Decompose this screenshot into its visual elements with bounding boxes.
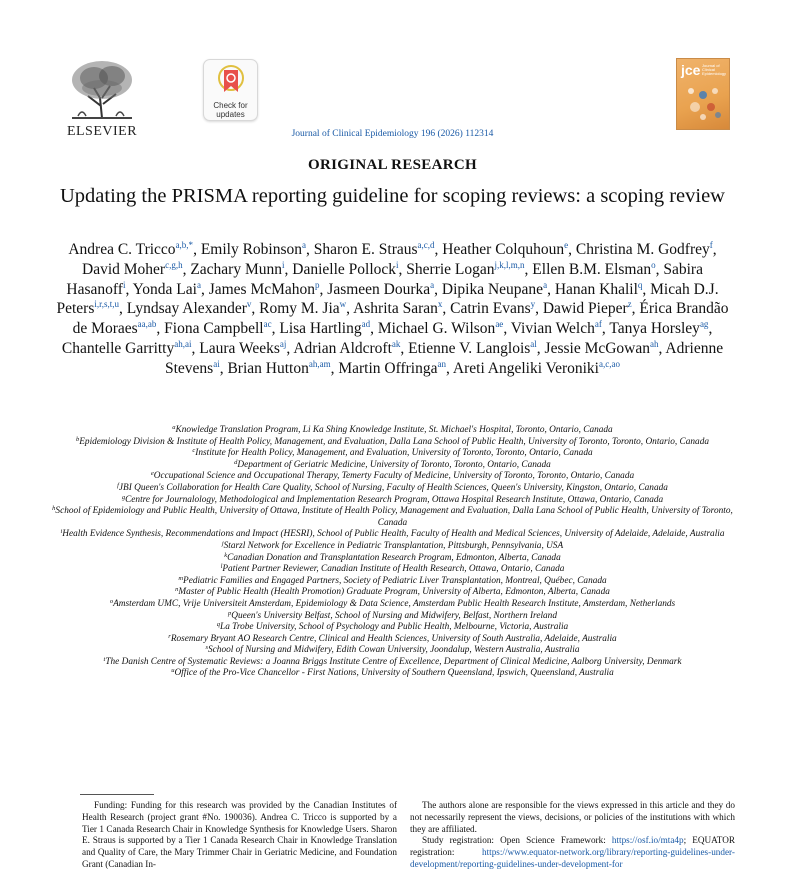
affiliation xyxy=(40,541,745,553)
affiliation-marker: s xyxy=(205,644,209,652)
study-registration xyxy=(410,835,735,870)
affiliation xyxy=(40,657,745,669)
author[interactable] xyxy=(543,300,632,317)
affiliation-marker: o xyxy=(109,597,114,605)
author-name: Brian Hutton xyxy=(227,359,309,377)
author-affiliation-marker[interactable]: x xyxy=(437,299,443,310)
author-name: Areti Angeliki Veroniki xyxy=(452,359,599,377)
author-affiliation-marker[interactable]: ac xyxy=(263,319,272,330)
author-affiliation-marker[interactable]: c,g,h xyxy=(165,259,183,270)
bookmark-icon xyxy=(218,65,244,95)
author-affiliation-marker[interactable]: af xyxy=(594,319,602,330)
author-name: Sharon E. Straus xyxy=(313,241,418,258)
affiliation-marker: c xyxy=(192,447,196,455)
author[interactable] xyxy=(292,261,398,278)
author[interactable] xyxy=(442,241,568,258)
author-affiliation-marker[interactable]: q xyxy=(637,279,643,290)
author-affiliation-marker[interactable]: ai xyxy=(213,358,220,369)
author[interactable] xyxy=(62,340,192,357)
author[interactable] xyxy=(453,360,620,377)
author[interactable] xyxy=(532,261,655,278)
author-affiliation-marker[interactable]: v xyxy=(246,299,252,310)
author-affiliation-marker[interactable]: ad xyxy=(361,319,371,330)
author-name: Adrian Aldcroft xyxy=(293,339,392,357)
author-affiliation-marker[interactable]: ah,ai xyxy=(174,338,192,349)
author-affiliation-marker[interactable]: a,b,* xyxy=(175,240,194,250)
cover-subtitle: Journal of Clinical Epidemiology xyxy=(702,63,727,76)
check-for-updates-button[interactable] xyxy=(203,59,258,121)
affiliation-text: Queen's University Belfast, School of Nursing and Midwifery, Belfast, Northern Ireland xyxy=(231,610,557,621)
affiliation-text: Occupational Science and Occupational Therapy, Temerty Faculty of Medicine, University of Toronto, Toronto, Ontario, Canada xyxy=(153,471,635,482)
author[interactable] xyxy=(353,300,442,317)
author-name: Adrienne Stevens xyxy=(165,339,724,377)
journal-cover[interactable] xyxy=(676,58,730,130)
author-affiliation-marker[interactable]: ah xyxy=(650,338,659,349)
affiliation-text: School of Epidemiology and Public Health, University of Ottawa, Institute of Health Policy, Management and Evaluation, Dalla Lana School of Public Health, University of Toronto, Canada xyxy=(55,506,733,528)
author-name: Danielle Pollock xyxy=(292,260,397,278)
author-name: Laura Weeks xyxy=(199,339,280,357)
affiliation xyxy=(40,448,745,460)
author-affiliation-marker[interactable]: i xyxy=(396,259,399,270)
author-list: Andrea C. Tricco$^{a,b,*}$, Emily Robinson$^a$, Sharon E. Straus$^{a,c,d}$, Heather Colquhoun$^e$, Christina M. Godfrey$^f$, David Moher$^{c,g,h}$, Zachary Munn$^i$, Danielle Pollock$^i$, Sherrie Logan$^{j,k,l,m,n}$, Ellen B.M. Elsman$^o$, Sabira Hasanoff$^i$, Yonda Lai$^a$, James McMahon$^p$, Jasmeen Dourka$^a$, Dipika Neupane$^a$, Hanan Khalil$^q$, Micah D.J. Peters$^{i,r,s,t,u}$, Lyndsay Alexander$^v$, Romy M. Jia$^w$, Ashrita Saran$^x$, Catrin Evans$^y$, Dawid Pieper$^z$, Érica Brandão de Moraes$^{aa,ab}$, Fiona Campbell$^{ac}$, Lisa Hartling$^{ad}$, Michael G. Wilson$^{ae}$, Vivian Welch$^{af}$, Tanya Horsley$^{ag}$, Chantelle Garritty$^{ah,ai}$, Laura Weeks$^{aj}$, Adrian Aldcroft$^{ak}$, Etienne V. Langlois$^{al}$, Jessie McGowan$^{ah}$, Adrienne Stevens$^{ai}$, Brian Hutton$^{ah,am}$, Martin Offringa$^{an}$, Areti Angeliki Veroniki$^{a,c,ao}$ xyxy=(56,240,729,377)
author-affiliation-marker[interactable]: ak xyxy=(391,338,401,349)
author-name: Sherrie Logan xyxy=(406,260,495,278)
author-affiliation-marker[interactable]: a,c,d xyxy=(417,240,435,250)
author[interactable] xyxy=(555,281,643,298)
author-affiliation-marker[interactable]: i,r,s,t,u xyxy=(94,299,120,310)
affiliation xyxy=(40,425,745,437)
author[interactable] xyxy=(127,300,252,317)
author-name: James McMahon xyxy=(208,280,316,298)
affiliation-text: Centre for Journalology, Methodological and Implementation Research Program, Ottawa Hospital Research Institute, Ottawa, Ontario, Canada xyxy=(125,494,664,505)
affiliation-text: Institute for Health Policy, Management, and Evaluation, University of Toronto, Toronto, Ontario, Canada xyxy=(195,448,593,459)
author[interactable] xyxy=(82,261,183,278)
author-name: Lisa Hartling xyxy=(279,320,362,338)
funding-text: Funding: Funding for this research was provided by the Canadian Institutes of Health Research (project grant #No. 190036). Andrea C. Tricco is supported by a Tier 1 Canada Research Chair in Knowledge Synthesis for Knowledge Users. Sharon E. Straus is supported by a Tier 1 Canada Research Chair in Knowledge Translation and Quality of Care, the Mary Trimmer Chair in Geriatric Medicine, and Foundation Grant (Canadian In- xyxy=(82,800,397,869)
affiliation-marker: b xyxy=(76,435,80,443)
author-name: Ashrita Saran xyxy=(353,300,438,318)
affiliation-text: Office of the Pro-Vice Chancellor - First Nations, University of Southern Queensland, Ipswich, Queensland, Australia xyxy=(174,668,614,679)
affiliation xyxy=(40,553,745,565)
registration-prefix: Study registration: Open Science Framework: xyxy=(422,835,612,846)
author-affiliation-marker[interactable]: a xyxy=(302,240,307,250)
author[interactable] xyxy=(227,360,330,377)
author[interactable] xyxy=(511,320,602,337)
author-affiliation-marker[interactable]: w xyxy=(339,299,347,310)
author-name: Lyndsay Alexander xyxy=(126,300,247,318)
author-name: Christina M. Godfrey xyxy=(575,241,710,258)
affiliation xyxy=(40,622,745,634)
author-name: Dipika Neupane xyxy=(441,280,544,298)
affiliation xyxy=(40,576,745,588)
author-name: Michael G. Wilson xyxy=(377,320,496,338)
affiliation-text: Canadian Donation and Transplantation Research Program, Edmonton, Alberta, Canada xyxy=(227,552,561,563)
author-affiliation-marker[interactable]: p xyxy=(315,279,320,290)
affiliation-marker: h xyxy=(52,505,56,513)
author-affiliation-marker[interactable]: f xyxy=(709,240,713,250)
affiliation xyxy=(40,437,745,449)
author[interactable] xyxy=(545,340,659,357)
cover-title: jce xyxy=(681,62,701,78)
affiliation xyxy=(40,564,745,576)
elsevier-wordmark: ELSEVIER xyxy=(66,124,138,139)
author-affiliation-marker[interactable]: ag xyxy=(699,319,709,330)
affiliation-marker: g xyxy=(121,493,126,501)
author[interactable] xyxy=(259,300,346,317)
section-label: ORIGINAL RESEARCH xyxy=(308,157,477,173)
affiliation-text: Master of Public Health (Health Promotion) Graduate Program, University of Alberta, Edmonton, Alberta, Canada xyxy=(178,587,610,598)
affiliation-marker: k xyxy=(224,551,228,559)
author-affiliation-marker[interactable]: ah,am xyxy=(308,358,331,369)
affiliation xyxy=(40,611,745,623)
affiliation xyxy=(40,471,745,483)
views-disclaimer: The authors alone are responsible for the views expressed in this article and they do not necessarily represent the views, decisions, or policies of the institutions with which they are affiliated. xyxy=(410,800,735,834)
author[interactable] xyxy=(133,281,201,298)
affiliation xyxy=(40,460,745,472)
affiliation-list xyxy=(40,425,745,680)
affiliation-marker: u xyxy=(171,667,175,675)
author[interactable] xyxy=(378,320,503,337)
author-affiliation-marker[interactable]: a xyxy=(196,279,201,290)
affiliation xyxy=(40,587,745,599)
affiliation-text: Starzl Network for Excellence in Pediatric Transplantation, Pittsburgh, Pennsylvania, USA xyxy=(223,540,564,551)
affiliation xyxy=(40,495,745,507)
osf-link[interactable]: https://osf.io/mta4p xyxy=(611,835,684,846)
author[interactable] xyxy=(199,340,286,357)
footnote-divider xyxy=(80,794,154,795)
affiliation xyxy=(40,483,745,495)
equator-link[interactable]: https://www.equator-network.org/library/reporting-guidelines-under-development/reporting-guidelines-under-development-for xyxy=(410,847,735,869)
journal-citation[interactable]: Journal of Clinical Epidemiology 196 (2026) 112314 xyxy=(291,129,494,139)
author-name: Fiona Campbell xyxy=(164,320,264,338)
author-affiliation-marker[interactable]: i xyxy=(122,279,126,290)
affiliation-marker: j xyxy=(221,539,224,547)
affiliation-text: School of Nursing and Midwifery, Edith Cowan University, Joondalup, Western Australia, Australia xyxy=(208,645,580,656)
affiliation-text: Patient Partner Reviewer, Canadian Institute of Health Research, Ottawa, Ontario, Canada xyxy=(222,564,565,575)
author-name: Etienne V. Langlois xyxy=(408,339,531,357)
author[interactable] xyxy=(314,241,435,258)
author-affiliation-marker[interactable]: o xyxy=(651,259,656,270)
author-affiliation-marker[interactable]: a xyxy=(430,279,435,290)
author-name: Jasmeen Dourka xyxy=(327,280,431,298)
author-name: Chantelle Garritty xyxy=(61,339,175,357)
author-name: Emily Robinson xyxy=(200,241,303,258)
author[interactable] xyxy=(609,320,708,337)
author-name: Andrea C. Tricco xyxy=(68,241,176,258)
affiliation xyxy=(40,645,745,657)
affiliation-text: Amsterdam UMC, Vrije Universiteit Amsterdam, Epidemiology & Data Science, Amsterdam Public Health Research Institute, Amsterdam, Netherlands xyxy=(113,598,676,609)
affiliation-text: La Trobe University, School of Psychology and Public Health, Melbourne, Victoria, Australia xyxy=(220,622,569,633)
author[interactable] xyxy=(293,340,400,357)
author[interactable] xyxy=(209,281,320,298)
affiliation-marker: q xyxy=(216,621,221,629)
author-name: Érica Brandão de Moraes xyxy=(72,300,729,338)
author[interactable] xyxy=(576,241,713,258)
author-name: Yonda Lai xyxy=(132,280,197,298)
author[interactable] xyxy=(201,241,306,258)
author-affiliation-marker[interactable]: ae xyxy=(495,319,504,330)
affiliation-text: The Danish Centre of Systematic Reviews: a Joanna Briggs Institute Centre of Excellence, Department of Clinical Medicine, Aalborg University, Denmark xyxy=(105,656,682,667)
author-affiliation-marker[interactable]: al xyxy=(530,338,537,349)
author-name: Vivian Welch xyxy=(510,320,595,338)
affiliation-marker: f xyxy=(117,481,119,489)
elsevier-tree-icon xyxy=(64,58,140,122)
author-name: David Moher xyxy=(82,260,166,278)
author-affiliation-marker[interactable]: e xyxy=(564,240,569,250)
affiliation-marker: r xyxy=(168,632,171,640)
author-affiliation-marker[interactable]: y xyxy=(530,299,536,310)
author-name: Ellen B.M. Elsman xyxy=(532,260,652,278)
author-affiliation-marker[interactable]: a xyxy=(543,279,548,290)
author[interactable] xyxy=(406,261,524,278)
author[interactable] xyxy=(450,300,535,317)
affiliation xyxy=(40,529,745,541)
affiliation-marker: t xyxy=(103,655,106,663)
author-name: Catrin Evans xyxy=(450,300,531,318)
affiliation-marker: a xyxy=(172,424,176,431)
author-name: Hanan Khalil xyxy=(554,280,638,298)
affiliation-marker: n xyxy=(175,586,179,594)
author[interactable] xyxy=(442,281,547,298)
affiliation-marker: e xyxy=(150,470,154,478)
affiliation-text: Health Evidence Synthesis, Recommendations and Impact (HESRI), School of Public Health, Faculty of Health and Medical Sciences, University of Adelaide, Adelaide, Australia xyxy=(62,529,725,540)
affiliation xyxy=(40,506,745,529)
affiliation-text: Rosemary Bryant AO Research Centre, Clinical and Health Sciences, University of South Australia, Adelaide, Australia xyxy=(170,633,617,644)
author-affiliation-marker[interactable]: i xyxy=(282,259,285,270)
author-affiliation-marker[interactable]: z xyxy=(627,299,632,310)
author-affiliation-marker[interactable]: an xyxy=(437,358,446,369)
author[interactable] xyxy=(164,320,271,337)
affiliation-text: Department of Geriatric Medicine, University of Toronto, Toronto, Ontario, Canada xyxy=(237,459,551,470)
affiliation-text: Knowledge Translation Program, Li Ka Shing Knowledge Institute, St. Michael's Hospital, Toronto, Ontario, Canada xyxy=(175,425,613,435)
author[interactable] xyxy=(327,281,434,298)
author-name: Romy M. Jia xyxy=(259,300,340,318)
affiliation-marker: i xyxy=(60,528,63,536)
author-affiliation-marker[interactable]: a,c,ao xyxy=(599,358,620,369)
author-affiliation-marker[interactable]: aa,ab xyxy=(137,319,157,330)
author-name: Jessie McGowan xyxy=(544,339,650,357)
affiliation-marker: p xyxy=(228,609,232,617)
author-name: Martin Offringa xyxy=(338,359,438,377)
affiliation-text: Pediatric Families and Engaged Partners, Society of Pediatric Liver Transplantation, Montreal, Québec, Canada xyxy=(183,575,607,586)
author-name: Micah D.J. Peters xyxy=(56,280,719,318)
check-for-updates-label: Check for updates xyxy=(213,101,248,119)
author-name: Sabira Hasanoff xyxy=(66,260,703,298)
author[interactable] xyxy=(408,340,537,357)
affiliation-text: Epidemiology Division & Institute of Health Policy, Management, and Evaluation, Dalla Lana School of Public Health, University of Toronto, Toronto, Ontario, Canada xyxy=(79,436,709,447)
affiliation-text: JBI Queen's Collaboration for Health Care Quality, School of Nursing, Faculty of Health Sciences, Queen's University, Kingston, Ontario, Canada xyxy=(118,482,668,493)
funding-footnote xyxy=(82,800,397,871)
disclaimer-footnote xyxy=(410,800,735,871)
author-name: Heather Colquhoun xyxy=(442,241,565,258)
article-title: Updating the PRISMA reporting guideline for scoping reviews: a scoping review xyxy=(60,185,725,207)
cover-dots-graphic xyxy=(683,83,725,125)
author[interactable] xyxy=(279,320,370,337)
author-affiliation-marker[interactable]: aj xyxy=(279,338,287,349)
author-affiliation-marker[interactable]: j,k,l,m,n xyxy=(494,259,525,270)
affiliation xyxy=(40,599,745,611)
affiliation-marker: m xyxy=(178,574,184,582)
affiliation xyxy=(40,634,745,646)
affiliation-marker: l xyxy=(220,563,223,571)
author[interactable] xyxy=(190,261,284,278)
author-name: Zachary Munn xyxy=(190,260,283,278)
affiliation xyxy=(40,668,745,680)
author[interactable] xyxy=(338,360,446,377)
affiliation-marker: d xyxy=(234,458,238,466)
equator-prefix: ; EQUATOR registration: xyxy=(410,835,736,858)
author-name: Dawid Pieper xyxy=(542,300,628,318)
author-name: Tanya Horsley xyxy=(609,320,700,338)
author[interactable] xyxy=(68,241,193,258)
